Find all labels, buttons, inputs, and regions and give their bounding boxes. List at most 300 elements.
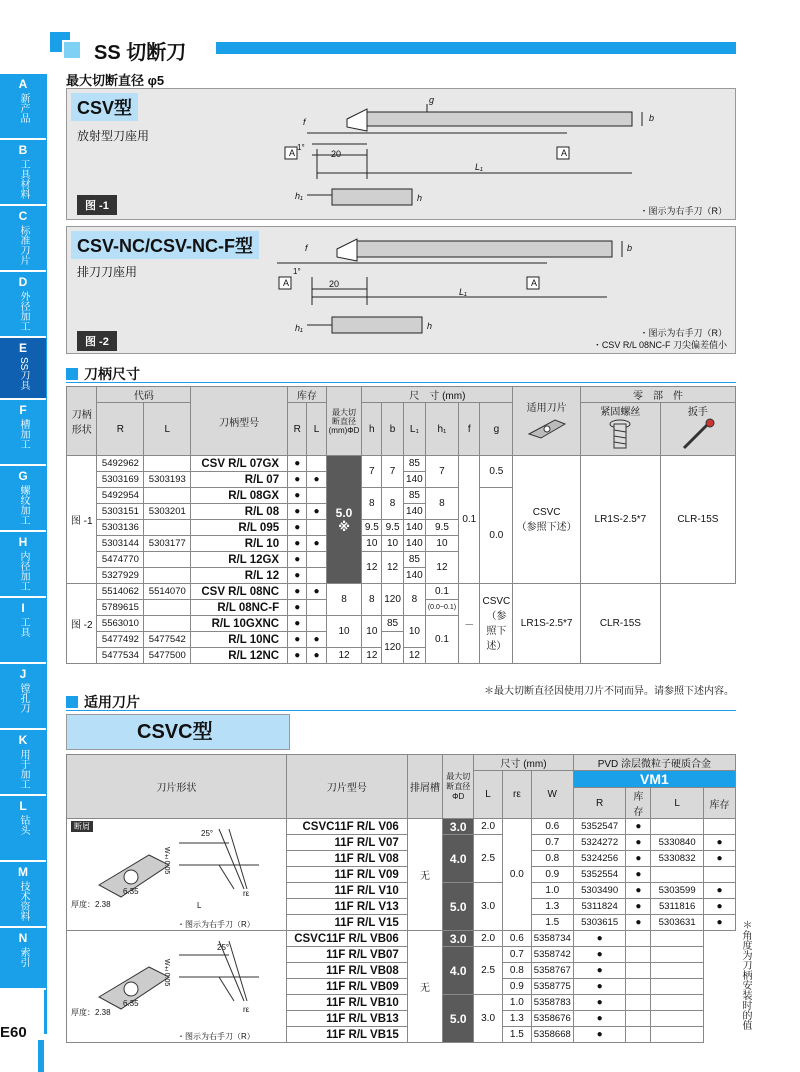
sidebar-tab-b[interactable] [0,140,46,206]
insert-model: 11F R/L V13 [286,899,407,915]
insert-code-l [626,979,651,995]
stock-r: ● [288,568,307,584]
sidebar-tab-letter: C [18,209,28,223]
holder-model: R/L 08 [191,504,288,520]
insert-drawing-2 [69,931,283,1039]
sidebar-tab-j[interactable] [0,664,46,730]
insert-figure-cell-2 [67,931,287,1043]
panel-desc-csv: 放射型刀座用 [77,129,150,143]
th-screw-label: 紧固螺丝 [600,407,641,418]
insert-model: 11F R/L V10 [286,883,407,899]
insert-code-l [626,963,651,979]
dim-cell: 8 [403,584,425,616]
insert-stock-l [651,963,704,979]
code-l [144,488,191,504]
insert-stock-l: ● [703,915,735,931]
dim-cell: 10 [362,536,382,552]
insert-model: 11F R/L V07 [286,835,407,851]
th2-shape: 刀片形状 [67,755,287,819]
th2-stock2: 库存 [703,788,735,819]
insert-code-l: 5311816 [651,899,704,915]
holder-model: R/L 12GX [191,552,288,568]
insert-w: 0.6 [531,819,573,835]
insert-name: CSVC [482,595,511,607]
sidebar-tab-name: 外径加工 [18,291,29,331]
insert-cell [513,456,581,584]
insert-code-r: 5352547 [573,819,626,835]
section-holder-line [66,382,736,383]
insert-w: 0.9 [531,867,573,883]
th-shape: 刀柄形状 [67,387,97,456]
dim-cell: 8 [362,488,382,520]
dim-b: b [649,113,655,123]
insert-fig-label-w: W±0.05 [163,847,170,875]
sidebar-tab-name: 钻头 [18,815,29,835]
th-model: 刀柄型号 [191,387,288,456]
stock-r: ● [288,520,307,536]
section-holder-title: 刀柄尺寸 [84,366,140,382]
sidebar-tab-letter: L [19,799,27,813]
insert-stock-r: ● [626,883,651,899]
holder-model: R/L 10GXNC [191,616,288,632]
note-csv-nc-2: ・CSV R/L 08NC-F 刀尖偏差值小 [592,340,727,350]
code-r: 5327929 [97,568,144,584]
insert-fig-label-w: W±0.05 [163,959,170,987]
insert-w: 1.0 [502,995,531,1011]
th-stock: 库存 [288,387,327,403]
stock-l [307,600,326,616]
stock-r: ● [288,456,307,472]
sidebar-tab-letter: A [18,77,28,91]
sidebar-tab-letter: F [19,403,27,417]
th2-r: R [573,788,626,819]
insert-row [67,931,736,947]
stock-r: ● [288,648,307,664]
insert-body-group1 [67,819,736,931]
insert-body-group2 [67,931,736,1043]
sidebar-tab-name: 工具 [18,617,29,637]
dim-h1: h₁ [295,191,303,201]
dim-f: f [303,117,306,127]
holder-body-group2 [67,584,736,664]
code-l: 5514070 [144,584,191,600]
insert-w: 1.5 [531,915,573,931]
page-title: SS 切断刀 [94,42,187,64]
sidebar-tab-name: 镗孔刀 [18,683,29,713]
dim-cell: 10 [326,616,362,648]
dmax-value: 5.0 [335,505,353,520]
holder-model: R/L 08NC-F [191,600,288,616]
code-r: 5492954 [97,488,144,504]
insert-fig-label-re: rε [243,1005,250,1014]
f-cell: 0.1 [459,456,480,584]
dim2-a-left: A [283,278,290,288]
th2-l: L [474,771,503,819]
dim-cell: 85 [403,456,425,472]
sidebar-tab-letter: H [18,535,28,549]
sidebar-tab-c[interactable] [0,206,46,272]
insert-thumb-icon [525,414,569,440]
insert-model: CSVC11F R/L VB06 [286,931,407,947]
code-r: 5477492 [97,632,144,648]
insert-sub: （参照下述） [516,521,577,533]
dim-a-right: A [561,148,568,158]
insert-stock-r: ● [626,899,651,915]
code-r: 5303136 [97,520,144,536]
insert-stock-l [651,1027,704,1043]
code-l [144,456,191,472]
insert-side-note: ＊角度为刀柄安装时的值 [740,920,751,1030]
code-l [144,616,191,632]
code-l: 5477500 [144,648,191,664]
insert-fig-label-note: ・图示为右手刀（R） [177,1032,255,1041]
insert-code-r: 5303615 [573,915,626,931]
insert-l: 2.5 [474,835,503,883]
sidebar-tab-name: 工具材料 [18,159,29,199]
dim-cell: 8 [382,488,404,520]
insert-dmax: 3.0 [443,819,474,835]
sidebar-tab-k[interactable] [0,730,46,796]
insert-w: 0.6 [502,931,531,947]
insert-figure-cell-1 [67,819,287,931]
insert-fig-label-tag: 断屑 [71,821,93,832]
holder-model: R/L 12NC [191,648,288,664]
code-r: 5789615 [97,600,144,616]
insert-w: 1.5 [502,1027,531,1043]
code-r: 5477534 [97,648,144,664]
code-r: 5514062 [97,584,144,600]
page-subtitle: 最大切断直径 φ5 [66,73,165,88]
th-insert [513,387,581,456]
insert-stock-l [651,979,704,995]
stock-r: ● [288,488,307,504]
panel-csv-nc [66,226,736,354]
insert-dmax: 3.0 [443,931,474,947]
insert-stock-r: ● [573,1011,626,1027]
section-inserts-marker [66,696,78,708]
chipbreaker-cell: 无 [407,931,443,1043]
insert-dmax: 4.0 [443,947,474,995]
th2-dmax: 最大切断直径ΦD [443,755,474,819]
insert-model: 11F R/L V08 [286,851,407,867]
insert-stock-r: ● [626,867,651,883]
th-wrench [660,403,735,456]
dim-cell: 140 [403,536,425,552]
insert-stock-l [651,995,704,1011]
insert-sub: （参照下述） [486,610,507,652]
stock-r: ● [288,504,307,520]
insert-fig-label-re: rε [243,889,250,898]
insert-stock-r: ● [626,851,651,867]
sidebar-tab-g[interactable] [0,466,46,532]
insert-stock-l: ● [703,883,735,899]
dim-gamma: 1° [297,143,305,152]
dmax-mark: ※ [338,519,350,534]
header-bar [216,42,736,54]
insert-stock-r: ● [626,835,651,851]
insert-code-l [651,867,704,883]
th-stock-r: R [288,403,307,456]
sidebar-tab-n[interactable] [0,928,46,990]
th2-chipbreaker: 排屑槽 [407,755,443,819]
dim-20: 20 [331,149,342,159]
holder-footnote: ＊最大切断直径因使用刀片不同而异。请参照下述内容。 [484,686,734,697]
insert-stock-r: ● [626,819,651,835]
insert-code-r: 5358783 [531,995,573,1011]
th2-w: W [531,771,573,819]
th2-lcol: L [651,788,704,819]
insert-stock-l: ● [703,899,735,915]
note-csv-nc [593,327,727,351]
insert-fig-label-size: 6.35 [123,887,139,896]
insert-l: 3.0 [474,995,503,1043]
th2-size: 尺寸 (mm) [474,755,574,771]
sidebar-tab-letter: E [18,341,27,355]
dim-g: g [429,95,435,105]
th-code-l: L [144,403,191,456]
code-r: 5563010 [97,616,144,632]
insert-cell [480,584,513,664]
dim2-l1: L₁ [459,287,467,297]
insert-model: 11F R/L VB10 [286,995,407,1011]
stock-r: ● [288,632,307,648]
sidebar-tab-letter: B [18,143,28,157]
dim-cell: 8 [362,584,382,616]
dim-cell: 12 [326,648,362,664]
code-r: 5492962 [97,456,144,472]
dim-cell: 7 [382,456,404,488]
g-cell: 0.0 [480,488,513,584]
insert-stock-r: ● [573,931,626,947]
insert-drawing-1 [69,819,283,927]
dim-cell: 85 [382,616,404,632]
insert-stock-r: ● [573,979,626,995]
sidebar-tab-e[interactable] [0,338,46,400]
holder-model: R/L 07 [191,472,288,488]
f-cell: 0.1 [425,584,458,600]
dim-cell: 7 [362,456,382,488]
stock-r: ● [288,472,307,488]
section-inserts [66,692,140,712]
insert-code-l [651,819,704,835]
insert-fig-label-thickness: 厚度：2.38 [71,1008,111,1017]
insert-stock-l [651,1011,704,1027]
panel-desc-csv-nc: 排刀刀座用 [77,265,138,279]
page-number: E60 [0,1024,27,1041]
insert-l: 2.0 [474,931,503,947]
dim-cell: 10 [362,616,382,648]
dim2-f: f [305,243,308,253]
th-g: g [480,403,513,456]
wrench-cell: CLR-15S [660,456,735,584]
dmax-cell [326,456,362,584]
insert-stock-l [703,867,735,883]
insert-code-r: 5352554 [573,867,626,883]
insert-code-l [626,995,651,1011]
code-l: 5303201 [144,504,191,520]
insert-l: 2.0 [474,819,503,835]
sidebar-tab-f[interactable] [0,400,46,466]
dim-cell: 12 [403,648,425,664]
holder-body-group1 [67,456,736,584]
dim2-a-right: A [531,278,538,288]
dim-cell: 10 [403,616,425,648]
holder-model: R/L 095 [191,520,288,536]
stock-l [307,568,326,584]
sidebar-tab-a[interactable] [0,74,46,140]
insert-stock-l [651,931,704,947]
holder-row [67,456,736,472]
stock-l: ● [307,648,326,664]
insert-w: 1.3 [531,899,573,915]
dim-cell: 12 [362,648,382,664]
holder-shape-cell: 图 -2 [67,584,97,664]
stock-l [307,520,326,536]
th-wrench-label: 扳手 [687,407,708,418]
screw-cell: LR1S-2.5*7 [581,456,661,584]
code-l: 5477542 [144,632,191,648]
insert-code-l [626,947,651,963]
insert-stock-l [651,947,704,963]
insert-row [67,819,736,835]
holder-row [67,584,736,600]
dim2-20: 20 [329,279,340,289]
sidebar-tab-name: SS刀具 [18,357,29,391]
sidebar-tab-l[interactable] [0,796,46,862]
insert-code-r: 5311824 [573,899,626,915]
stock-l [307,488,326,504]
insert-w: 1.3 [502,1011,531,1027]
stock-l [307,616,326,632]
insert-model: 11F R/L VB09 [286,979,407,995]
sidebar-tab-i[interactable] [0,598,46,664]
insert-dmax: 5.0 [443,995,474,1043]
note-csv-nc-1: ・图示为右手刀（R） [639,328,727,338]
fig-label-2: 图 -2 [77,331,117,351]
insert-stock-r: ● [573,1027,626,1043]
insert-model: 11F R/L VB13 [286,1011,407,1027]
th-l1: L₁ [403,403,425,456]
wrench-cell: CLR-15S [581,584,661,664]
th-h: h [362,403,382,456]
insert-l: 2.5 [474,947,503,995]
insert-dmax: 4.0 [443,835,474,883]
sidebar-tab-letter: M [18,865,28,879]
dim-cell: 10 [425,536,458,552]
insert-code-l [626,1011,651,1027]
dim-cell: 10 [382,536,404,552]
th-screw [581,403,661,456]
dim-cell: 9.5 [425,520,458,536]
sidebar-tab-letter: D [18,275,28,289]
fig-label-1: 图 -1 [77,195,117,215]
stock-l: ● [307,504,326,520]
dim-a-left: A [289,148,296,158]
f-sub-cell: (0.0~0.1) [425,600,458,616]
insert-fig-label-angle: 25° [201,829,214,838]
insert-code-l: 5303599 [651,883,704,899]
stock-l [307,456,326,472]
holder-shape-cell: 图 -1 [67,456,97,584]
insert-code-r: 5324272 [573,835,626,851]
dim-cell: 9.5 [382,520,404,536]
insert-re: 0.0 [502,819,531,931]
code-l: 5303193 [144,472,191,488]
insert-model: 11F R/L VB08 [286,963,407,979]
code-r: 5303144 [97,536,144,552]
th-insert-label: 适用刀片 [526,403,567,414]
code-r: 5303169 [97,472,144,488]
page-number-bar [38,1040,44,1072]
chipbreaker-cell: 无 [407,819,443,931]
insert-fig-label-angle: 25° [217,943,230,952]
insert-code-l: 5330840 [651,835,704,851]
stock-l: ● [307,536,326,552]
code-l: 5303177 [144,536,191,552]
insert-model: 11F R/L VB15 [286,1027,407,1043]
insert-stock-l [703,819,735,835]
panel-csv [66,88,736,220]
stock-r: ● [288,552,307,568]
insert-code-r: 5358676 [531,1011,573,1027]
section-inserts-title: 适用刀片 [84,694,140,710]
insert-model: CSVC11F R/L V06 [286,819,407,835]
dim2-gamma: 1° [293,267,301,276]
dim-cell: 120 [382,632,404,664]
code-r: 5474770 [97,552,144,568]
stock-l: ● [307,472,326,488]
stock-l: ● [307,584,326,600]
sidebar-tab-letter: K [18,733,28,747]
insert-w: 0.7 [531,835,573,851]
section-holder [66,364,140,384]
sidebar-tab-name: 内径加工 [18,551,29,591]
holder-model: R/L 10NC [191,632,288,648]
th-code-r: R [97,403,144,456]
insert-fig-label-note: ・图示为右手刀（R） [177,920,255,929]
sidebar-tab-h[interactable] [0,532,46,598]
sidebar-tab-name: 新产品 [18,93,29,123]
holder-model: CSV R/L 07GX [191,456,288,472]
holder-table [66,386,736,664]
sidebar-tab-letter: J [19,667,27,681]
insert-w: 1.0 [531,883,573,899]
dim-l1: L₁ [475,162,483,172]
insert-fig-label-size: 6.35 [123,999,139,1008]
dim-cell: 9.5 [362,520,382,536]
screw-cell: LR1S-2.5*7 [513,584,581,664]
insert-w: 0.9 [502,979,531,995]
insert-model: 11F R/L V09 [286,867,407,883]
stock-r: ● [288,616,307,632]
sidebar-tab-d[interactable] [0,272,46,338]
th2-stock: 库存 [626,788,651,819]
insert-code-r: 5358767 [531,963,573,979]
section-holder-marker [66,368,78,380]
panel-title-csv-nc: CSV-NC/CSV-NC-F型 [71,231,259,259]
th2-model: 刀片型号 [286,755,407,819]
f-cell: 0.1 [425,616,458,664]
dim-cell: 12 [362,552,382,584]
sidebar-tab-name: 槽加工 [18,419,29,449]
insert-code-r: 5358742 [531,947,573,963]
stock-l [307,552,326,568]
th-f: f [459,403,480,456]
g-cell: － [459,584,480,664]
insert-stock-l: ● [703,835,735,851]
sidebar-tab-m[interactable] [0,862,46,928]
sidebar-tab-name: 螺纹加工 [18,485,29,525]
